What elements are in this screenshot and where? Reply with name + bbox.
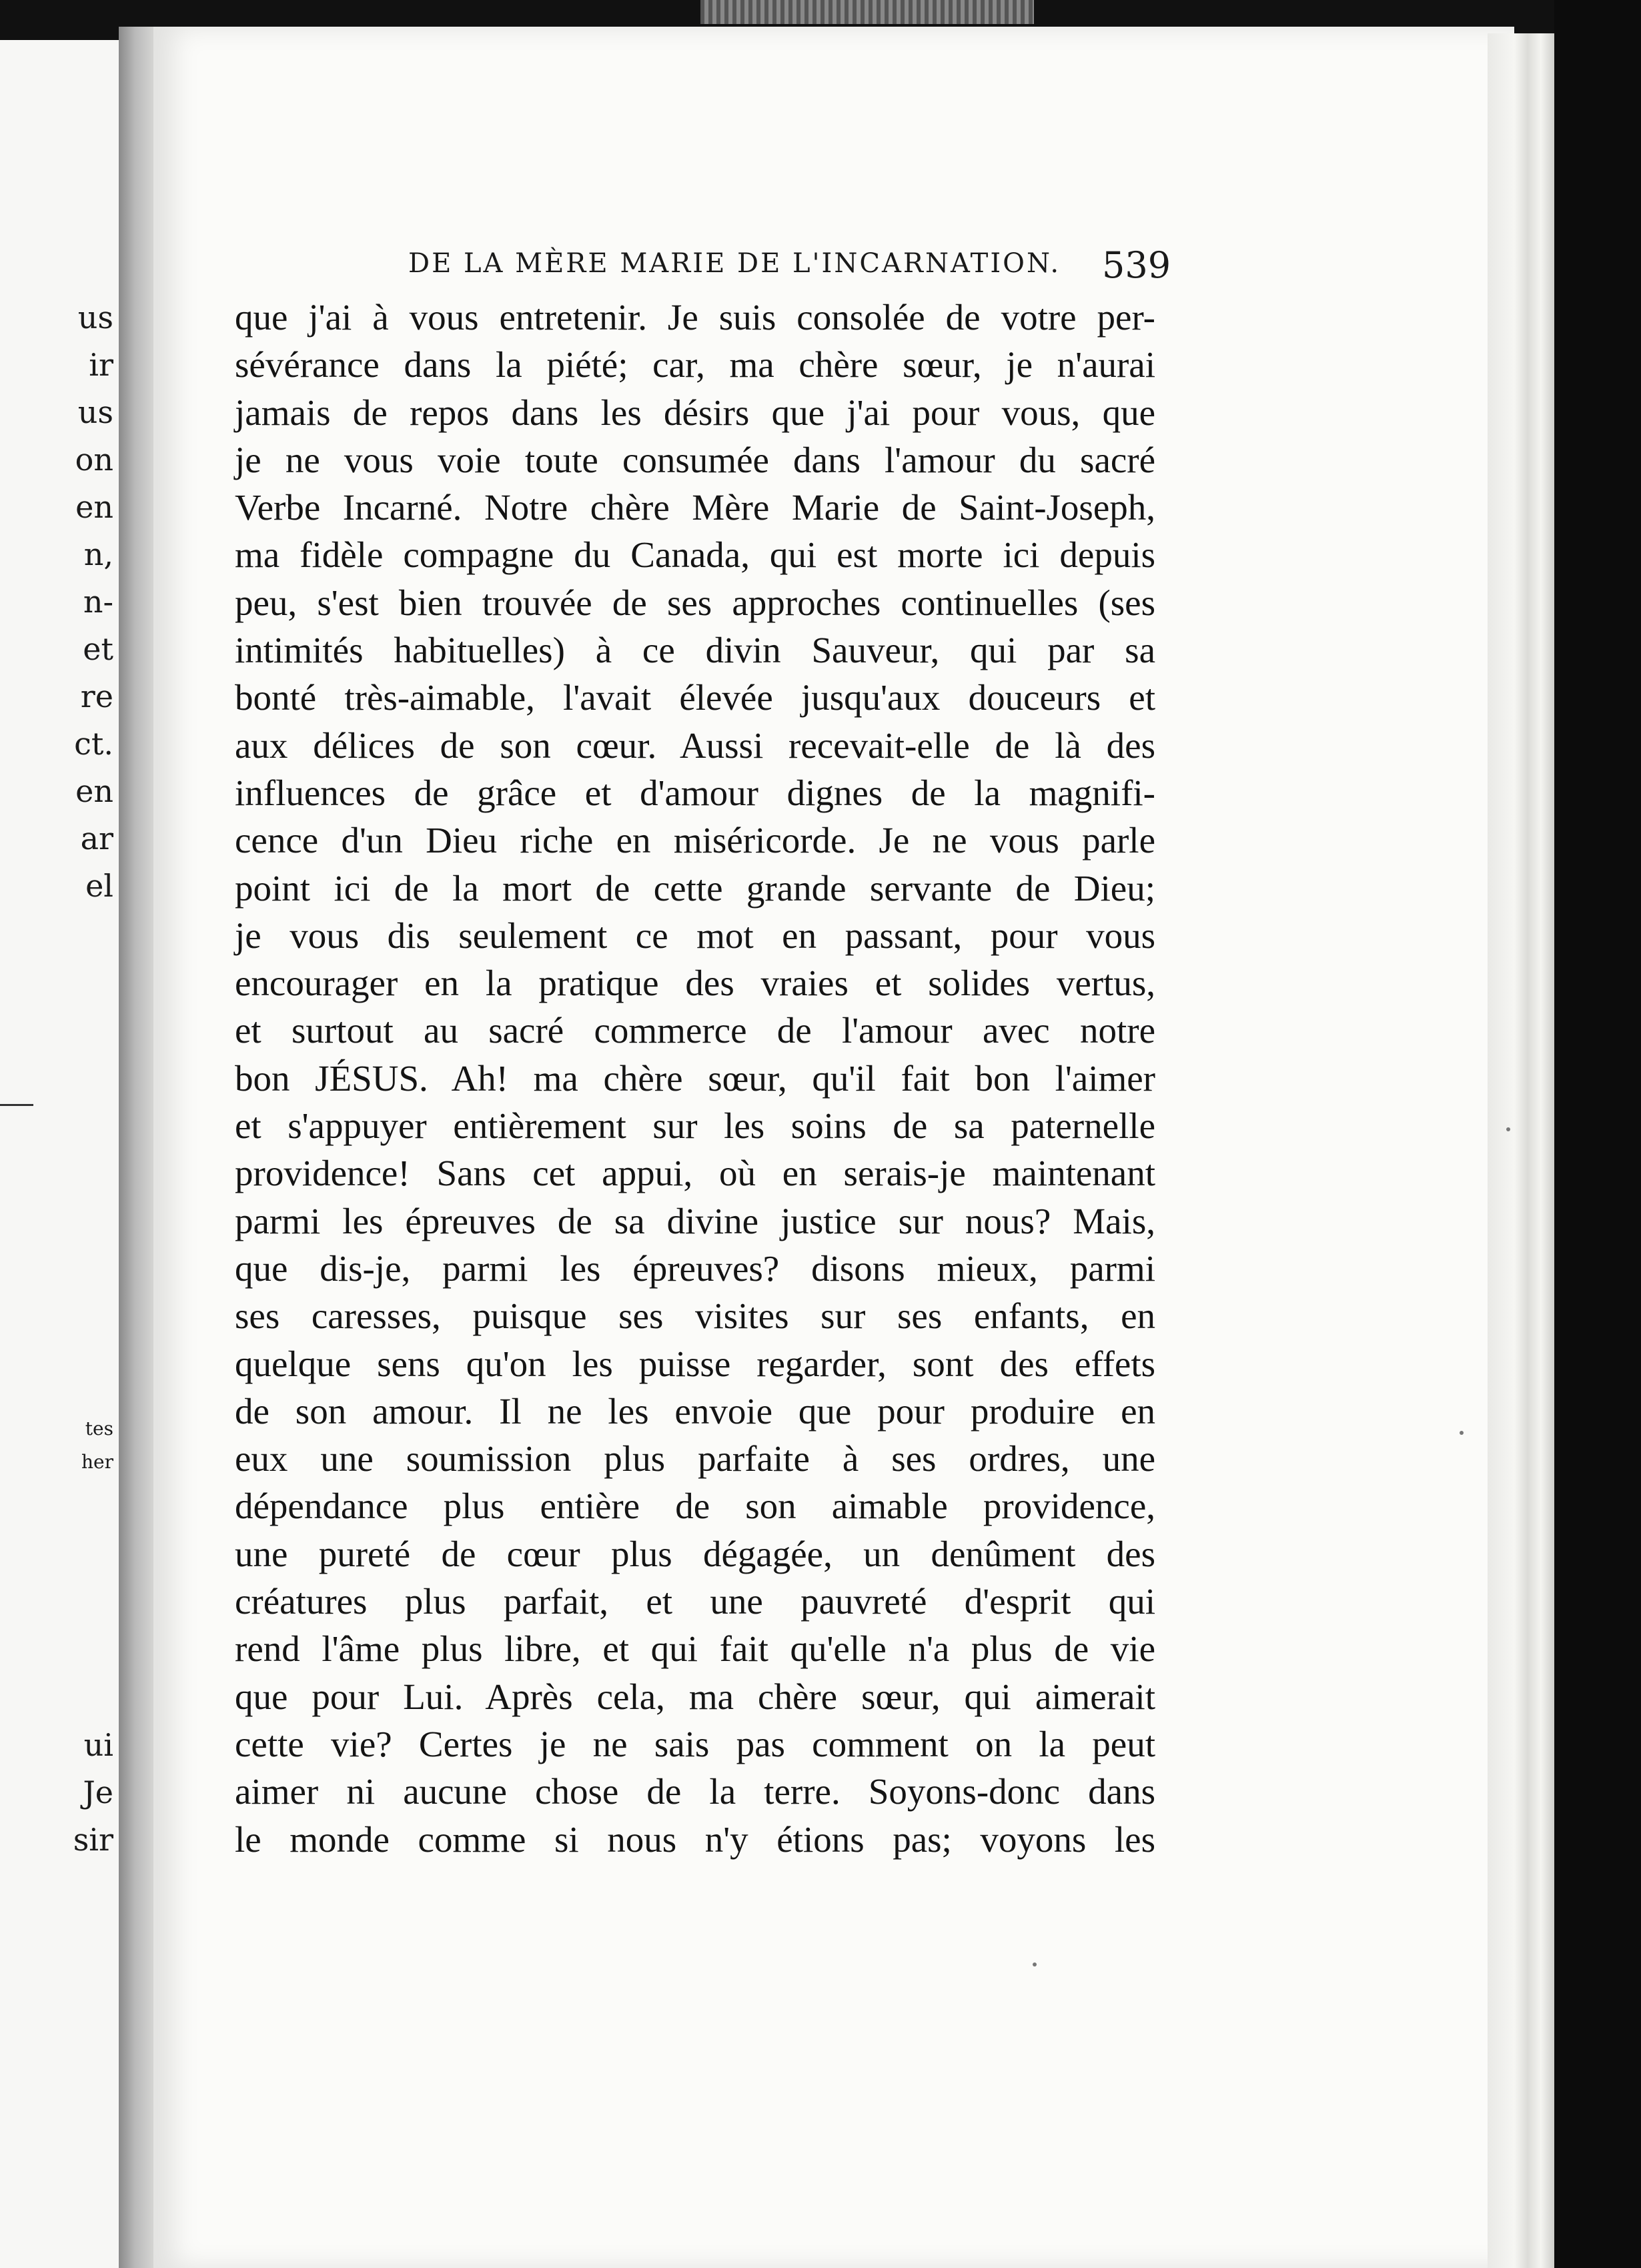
- text-line: et s'appuyer entièrement sur les soins de sa paternelle: [235, 1105, 1155, 1147]
- left-page-fragment: ct.: [74, 726, 113, 762]
- text-line: que pour Lui. Après cela, ma chère sœur, qui aimerait: [235, 1676, 1155, 1717]
- left-page-fragment: re: [80, 678, 113, 714]
- text-line: et surtout au sacré commerce de l'amour avec notre: [235, 1010, 1155, 1051]
- text-line: influences de grâce et d'amour dignes de la magnifi-: [235, 772, 1155, 813]
- text-line: de son amour. Il ne les envoie que pour produire en: [235, 1390, 1155, 1432]
- left-page-fragment: ir: [89, 347, 113, 383]
- left-page: [0, 40, 119, 2268]
- text-line: ma fidèle compagne du Canada, qui est morte ici depuis: [235, 534, 1155, 576]
- text-line: bonté très-aimable, l'avait élevée jusqu'aux douceurs et: [235, 677, 1155, 718]
- left-page-fragment: sir: [73, 1822, 113, 1858]
- body-text: [235, 294, 1155, 1863]
- text-line: que dis-je, parmi les épreuves? disons mieux, parmi: [235, 1247, 1155, 1289]
- scan-speck: [1506, 1127, 1510, 1131]
- left-page-footnote-fragment: tes: [85, 1418, 113, 1440]
- text-line: aimer ni aucune chose de la terre. Soyons-donc dans: [235, 1771, 1155, 1812]
- left-page-fragment: Je: [83, 1774, 113, 1810]
- text-line: rend l'âme plus libre, et qui fait qu'elle n'a plus de vie: [235, 1628, 1155, 1670]
- scan-speck: [1460, 1431, 1464, 1435]
- left-page-fragment: en: [75, 489, 113, 525]
- text-line: que j'ai à vous entretenir. Je suis consolée de votre per-: [235, 297, 1155, 338]
- text-line: eux une soumission plus parfaite à ses ordres, une: [235, 1438, 1155, 1480]
- left-page-fragment: et: [83, 631, 113, 667]
- left-page-fragment: el: [85, 868, 113, 904]
- text-line: cence d'un Dieu riche en miséricorde. Je ne vous parle: [235, 820, 1155, 861]
- text-line: dépendance plus entière de son aimable providence,: [235, 1486, 1155, 1527]
- left-page-footnote-fragment: her: [81, 1451, 113, 1473]
- text-line: créatures plus parfait, et une pauvreté d'esprit qui: [235, 1581, 1155, 1622]
- text-line: cette vie? Certes je ne sais pas comment on la peut: [235, 1723, 1155, 1764]
- text-line: aux délices de son cœur. Aussi recevait-elle de là des: [235, 724, 1155, 766]
- text-line: providence! Sans cet appui, où en serais-je maintenant: [235, 1153, 1155, 1194]
- text-line: quelque sens qu'on les puisse regarder, sont des effets: [235, 1343, 1155, 1384]
- page-number: 539: [1102, 244, 1171, 286]
- scan-top-strip: [700, 0, 1034, 24]
- text-line: peu, s'est bien trouvée de ses approches continuelles (ses: [235, 582, 1155, 623]
- text-line: intimités habituelles) à ce divin Sauveur, qui par sa: [235, 630, 1155, 671]
- left-page-fragment: us: [77, 394, 113, 430]
- text-line: une pureté de cœur plus dégagée, un denûment des: [235, 1533, 1155, 1574]
- left-page-fragment: en: [75, 773, 113, 809]
- text-line: Verbe Incarné. Notre chère Mère Marie de Saint-Joseph,: [235, 487, 1155, 528]
- text-line: je ne vous voie toute consumée dans l'amour du sacré: [235, 439, 1155, 480]
- text-line: le monde comme si nous n'y étions pas; voyons les: [235, 1818, 1155, 1860]
- left-page-fragment: n-: [83, 584, 113, 620]
- text-line: parmi les épreuves de sa divine justice sur nous? Mais,: [235, 1200, 1155, 1241]
- footnote-rule: [0, 1104, 33, 1106]
- scan-background: [1554, 0, 1641, 2268]
- scan-speck: [1033, 1962, 1037, 1966]
- text-line: je vous dis seulement ce mot en passant, pour vous: [235, 915, 1155, 956]
- left-page-fragment: ui: [83, 1727, 113, 1763]
- left-page-fragment: on: [75, 442, 113, 478]
- text-line: bon JÉSUS. Ah! ma chère sœur, qu'il fait bon l'aimer: [235, 1057, 1155, 1099]
- left-page-fragment: us: [77, 300, 113, 336]
- text-line: sévérance dans la piété; car, ma chère sœur, je n'aurai: [235, 344, 1155, 386]
- page-edges: [1488, 33, 1554, 2268]
- text-line: point ici de la mort de cette grande servante de Dieu;: [235, 867, 1155, 909]
- text-line: ses caresses, puisque ses visites sur ses enfants, en: [235, 1295, 1155, 1337]
- left-page-fragment: n,: [83, 536, 113, 572]
- left-page-fragment: ar: [80, 820, 113, 857]
- text-line: jamais de repos dans les désirs que j'ai pour vous, que: [235, 392, 1155, 433]
- running-head: DE LA MÈRE MARIE DE L'INCARNATION.: [408, 248, 1061, 279]
- text-line: encourager en la pratique des vraies et solides vertus,: [235, 963, 1155, 1004]
